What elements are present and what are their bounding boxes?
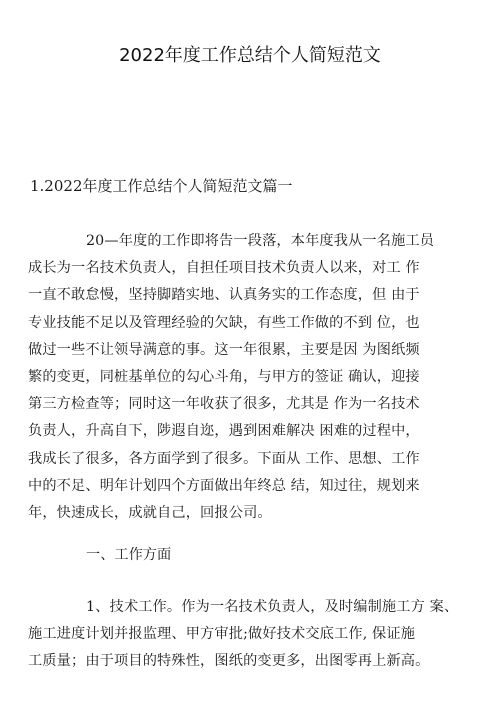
paragraph-line: 第三方检查等；同时这一年收获了很多，尤其是 作为一名技术	[28, 396, 420, 413]
paragraph-line: 施工进度计划并报监理、甲方审批;做好技术交底工作, 保证施	[28, 626, 416, 643]
paragraph-line: 20—年度的工作即将告一段落，本年度我从一名施工员	[86, 233, 435, 249]
paragraph-line: 成长为一名技术负责人，自担任项目技术负责人以来，对工 作	[28, 260, 420, 277]
paragraph-line: 1、技术工作。作为一名技术负责人，及时编制施工方 案、	[86, 599, 459, 615]
paragraph-line: 工质量；由于项目的特殊性，图纸的变更多，出图零再上新高。	[28, 653, 430, 670]
intro-paragraph	[28, 228, 478, 527]
section-heading: 1.2022年度工作总结个人简短范文篇一	[30, 177, 293, 195]
paragraph-line: 我成长了很多，各方面学到了很多。下面从 工作、思想、工作	[28, 450, 420, 467]
paragraph-line: 年，快速成长，成就自己，回报公司。	[28, 505, 272, 522]
paragraph-line: 专业技能不足以及管理经验的欠缺，有些工作做的不到 位，也	[28, 314, 420, 331]
work-paragraph	[28, 594, 478, 676]
paragraph-line: 做过一些不让领导满意的事。这一年很累，主要是因 为图纸频	[28, 341, 420, 358]
paragraph-line: 负责人，升高自下，陟遐自迩，遇到困难解决 困难的过程中，	[28, 423, 420, 440]
sub-heading-work: 一、工作方面	[86, 547, 172, 563]
paragraph-line: 中的不足、明年计划四个方面做出年终总 结，知过往，规划来	[28, 477, 420, 494]
document-title: 2022年度工作总结个人简短范文	[119, 45, 381, 66]
paragraph-line: 一直不敢怠慢，坚持脚踏实地、认真务实的工作态度，但 由于	[28, 287, 420, 304]
paragraph-line: 繁的变更，同桩基单位的勾心斗角，与甲方的签证 确认，迎接	[28, 369, 420, 386]
